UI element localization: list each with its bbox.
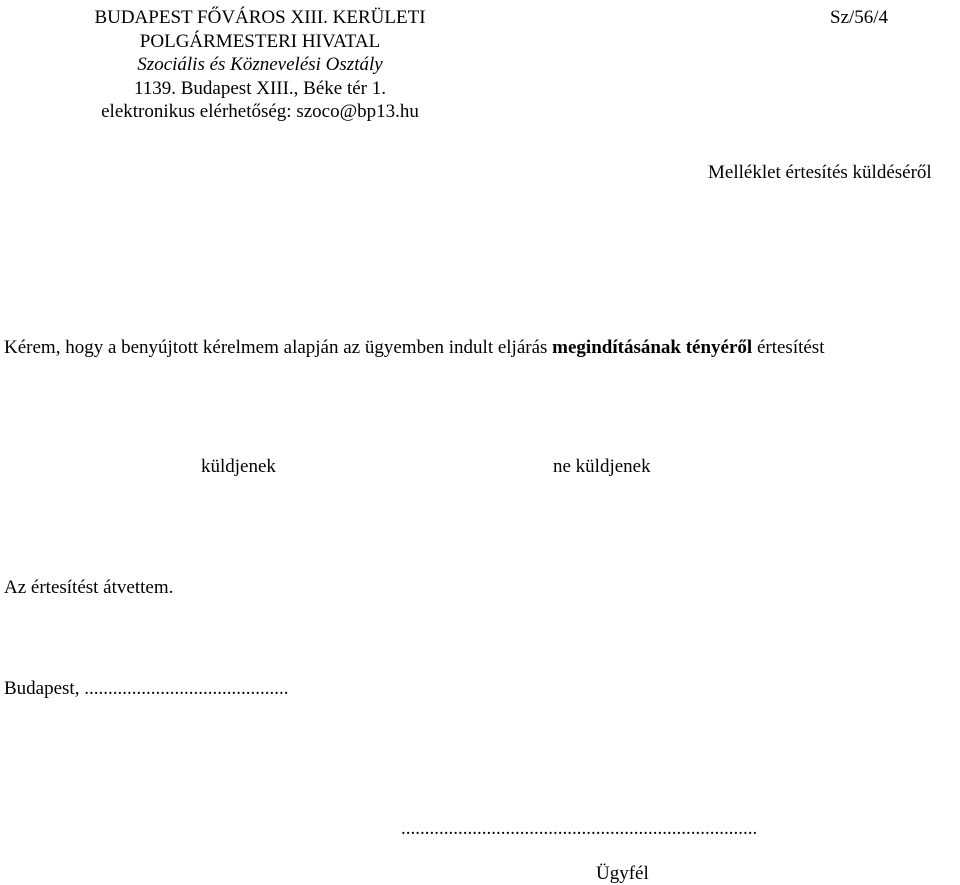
place-date-line: Budapest, ........................................... bbox=[4, 678, 289, 699]
header-department: Szociális és Köznevelési Osztály bbox=[137, 54, 383, 75]
header-email: elektronikus elérhetőség: szoco@bp13.hu bbox=[101, 101, 419, 122]
request-sentence bbox=[4, 338, 824, 357]
header-address: 1139. Budapest XIII., Béke tér 1. bbox=[133, 77, 387, 99]
request-text-bold: megindításának tényéről bbox=[552, 337, 753, 358]
request-text-end: értesítést bbox=[752, 337, 825, 358]
signature-line: ........................................................................... bbox=[401, 818, 758, 839]
office-header bbox=[60, 6, 460, 124]
header-office: POLGÁRMESTERI HIVATAL bbox=[139, 30, 381, 52]
signature-label: Ügyfél bbox=[596, 863, 649, 884]
header-district: BUDAPEST FŐVÁROS XIII. KERÜLETI bbox=[94, 7, 426, 28]
annex-title: Melléklet értesítés küldéséről bbox=[708, 162, 932, 183]
option-send: küldjenek bbox=[201, 456, 276, 477]
document-reference: Sz/56/4 bbox=[830, 7, 889, 28]
request-text-start: Kérem, hogy a benyújtott kérelmem alapján az ügyemben indult eljárás bbox=[4, 337, 553, 358]
option-no-send: ne küldjenek bbox=[553, 456, 651, 477]
received-statement: Az értesítést átvettem. bbox=[4, 577, 174, 598]
